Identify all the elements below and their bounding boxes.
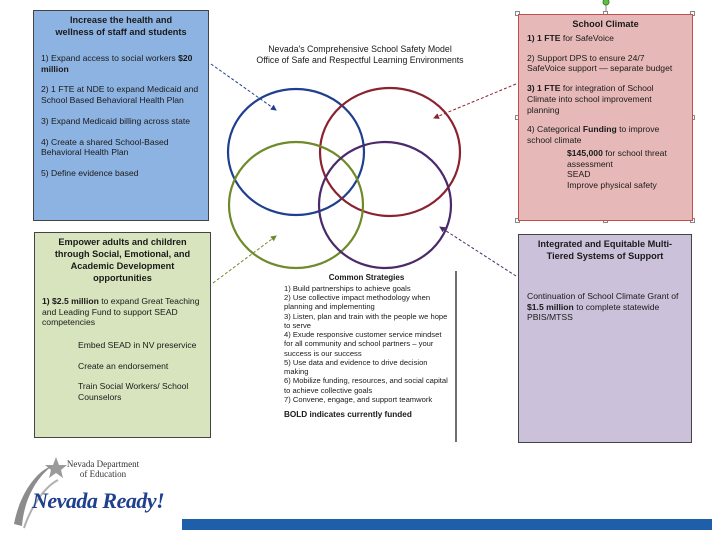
model-title-line1: Nevada's Comprehensive School Safety Model <box>268 44 452 54</box>
arrow-mtss <box>440 227 516 276</box>
climate-item-4 <box>527 124 684 145</box>
climate-item-4-pre: 4) Categorical <box>527 124 583 135</box>
strategy-item-7: 7) Convene, engage, and support teamwork <box>284 394 433 404</box>
venn-circle-climate <box>320 88 460 216</box>
climate-sub-1-text: for school threat assessment <box>567 147 667 169</box>
climate-item-4-text: to improve school climate <box>527 124 660 146</box>
selection-rotate-handle <box>603 0 609 5</box>
arrow-health <box>211 64 276 110</box>
strategy-item-5: 5) Use data and evidence to drive decision making <box>284 357 428 376</box>
model-title-line2: Office of Safe and Respectful Learning Environments <box>256 55 464 66</box>
strategy-item-3: 3) Listen, plan and train with the people we hope to serve <box>284 311 448 330</box>
mtss-body-amount: $1.5 million <box>527 301 574 312</box>
mtss-title-line2: Tiered Systems of Support <box>546 250 664 261</box>
health-item-3: 3) Expand Medicaid billing across state <box>41 115 191 126</box>
sead-box[interactable] <box>34 232 211 438</box>
climate-item-4-funding: Funding <box>582 124 617 135</box>
arrow-climate <box>434 84 516 118</box>
sead-item-1 <box>42 296 203 328</box>
mtss-title <box>527 239 683 263</box>
health-item-1-amount: $20 million <box>41 52 193 74</box>
health-item-1 <box>41 53 201 74</box>
mtss-body-pre: Continuation of School Climate Grant of <box>527 290 679 301</box>
health-title-line1: Increase the health and <box>69 15 173 25</box>
climate-item-1-text: for SafeVoice <box>560 32 614 43</box>
sead-title <box>42 237 203 285</box>
logo-line2: of Education <box>79 469 127 480</box>
footer-bar <box>182 519 712 530</box>
health-title-line2: wellness of staff and students <box>55 26 187 37</box>
school-climate-box[interactable] <box>518 14 693 221</box>
sead-title-line2: through Social, Emotional, and <box>54 248 191 259</box>
health-item-4: 4) Create a shared School-Based Behavioral Health Plan <box>41 136 169 158</box>
sead-title-line4: opportunities <box>93 272 152 283</box>
sead-sub-1: Embed SEAD in NV preservice <box>78 340 197 351</box>
sead-item-1-text: to expand Great Teaching and Leading Fund to support SEAD competencies <box>42 295 200 328</box>
strategy-item-2: 2) Use collective impact methodology when planning and implementing <box>284 293 431 312</box>
health-item-2: 2) 1 FTE at NDE to expand Medicaid and School Based Behavioral Health Plan <box>41 84 199 106</box>
climate-sub-1-amount: $145,000 <box>567 147 603 158</box>
logo-line1: Nevada Department <box>66 459 140 469</box>
climate-sub-3: Improve physical safety <box>567 180 657 191</box>
health-wellness-box[interactable] <box>33 10 209 221</box>
bold-footnote: BOLD indicates currently funded <box>284 410 412 419</box>
strategy-item-1: 1) Build partnerships to achieve goals <box>284 283 411 293</box>
sead-item-1-amount: 1) $2.5 million <box>42 295 99 306</box>
logo-department <box>58 459 148 480</box>
climate-sub-1 <box>527 148 684 169</box>
climate-item-3-text: for integration of School Climate into school improvement planning <box>527 83 654 115</box>
sead-title-line1: Empower adults and children <box>58 237 187 247</box>
mtss-body <box>527 291 683 323</box>
mtss-title-line1: Integrated and Equitable Multi- <box>537 239 673 249</box>
school-climate-title: School Climate <box>572 19 639 29</box>
climate-item-1-fte: 1) 1 FTE <box>527 32 561 43</box>
venn-circle-health <box>228 89 364 215</box>
sead-sub-3: Train Social Workers/ School Counselors <box>78 381 189 403</box>
sead-sub-2: Create an endorsement <box>78 360 169 371</box>
climate-item-3-fte: 3) 1 FTE <box>527 83 561 94</box>
common-strategies-title: Common Strategies <box>328 273 405 282</box>
climate-item-2: 2) Support DPS to ensure 24/7 SafeVoice support — separate budget <box>527 52 673 74</box>
strategy-item-4: 4) Exude responsive customer service mindset for all community and school partners – your success is our success <box>284 330 442 358</box>
logo-tagline: Nevada Ready! <box>32 488 165 513</box>
strategy-item-6: 6) Mobilize funding, resources, and social capital to achieve collective goals <box>284 376 448 395</box>
model-title <box>225 44 495 67</box>
health-item-5: 5) Define evidence based <box>41 168 139 179</box>
health-wellness-title <box>41 15 201 39</box>
mtss-box[interactable] <box>518 234 692 443</box>
climate-item-3 <box>527 83 684 115</box>
venn-circle-sead <box>229 142 363 268</box>
common-strategies <box>284 273 449 420</box>
mtss-body-rest: to complete statewide PBIS/MTSS <box>527 301 660 323</box>
climate-sub-2: SEAD <box>567 169 591 180</box>
sead-title-line3: Academic Development <box>70 260 175 271</box>
climate-item-1 <box>527 33 684 44</box>
health-item-1-text: 1) Expand access to social workers <box>41 52 179 63</box>
arrow-sead <box>213 236 276 283</box>
